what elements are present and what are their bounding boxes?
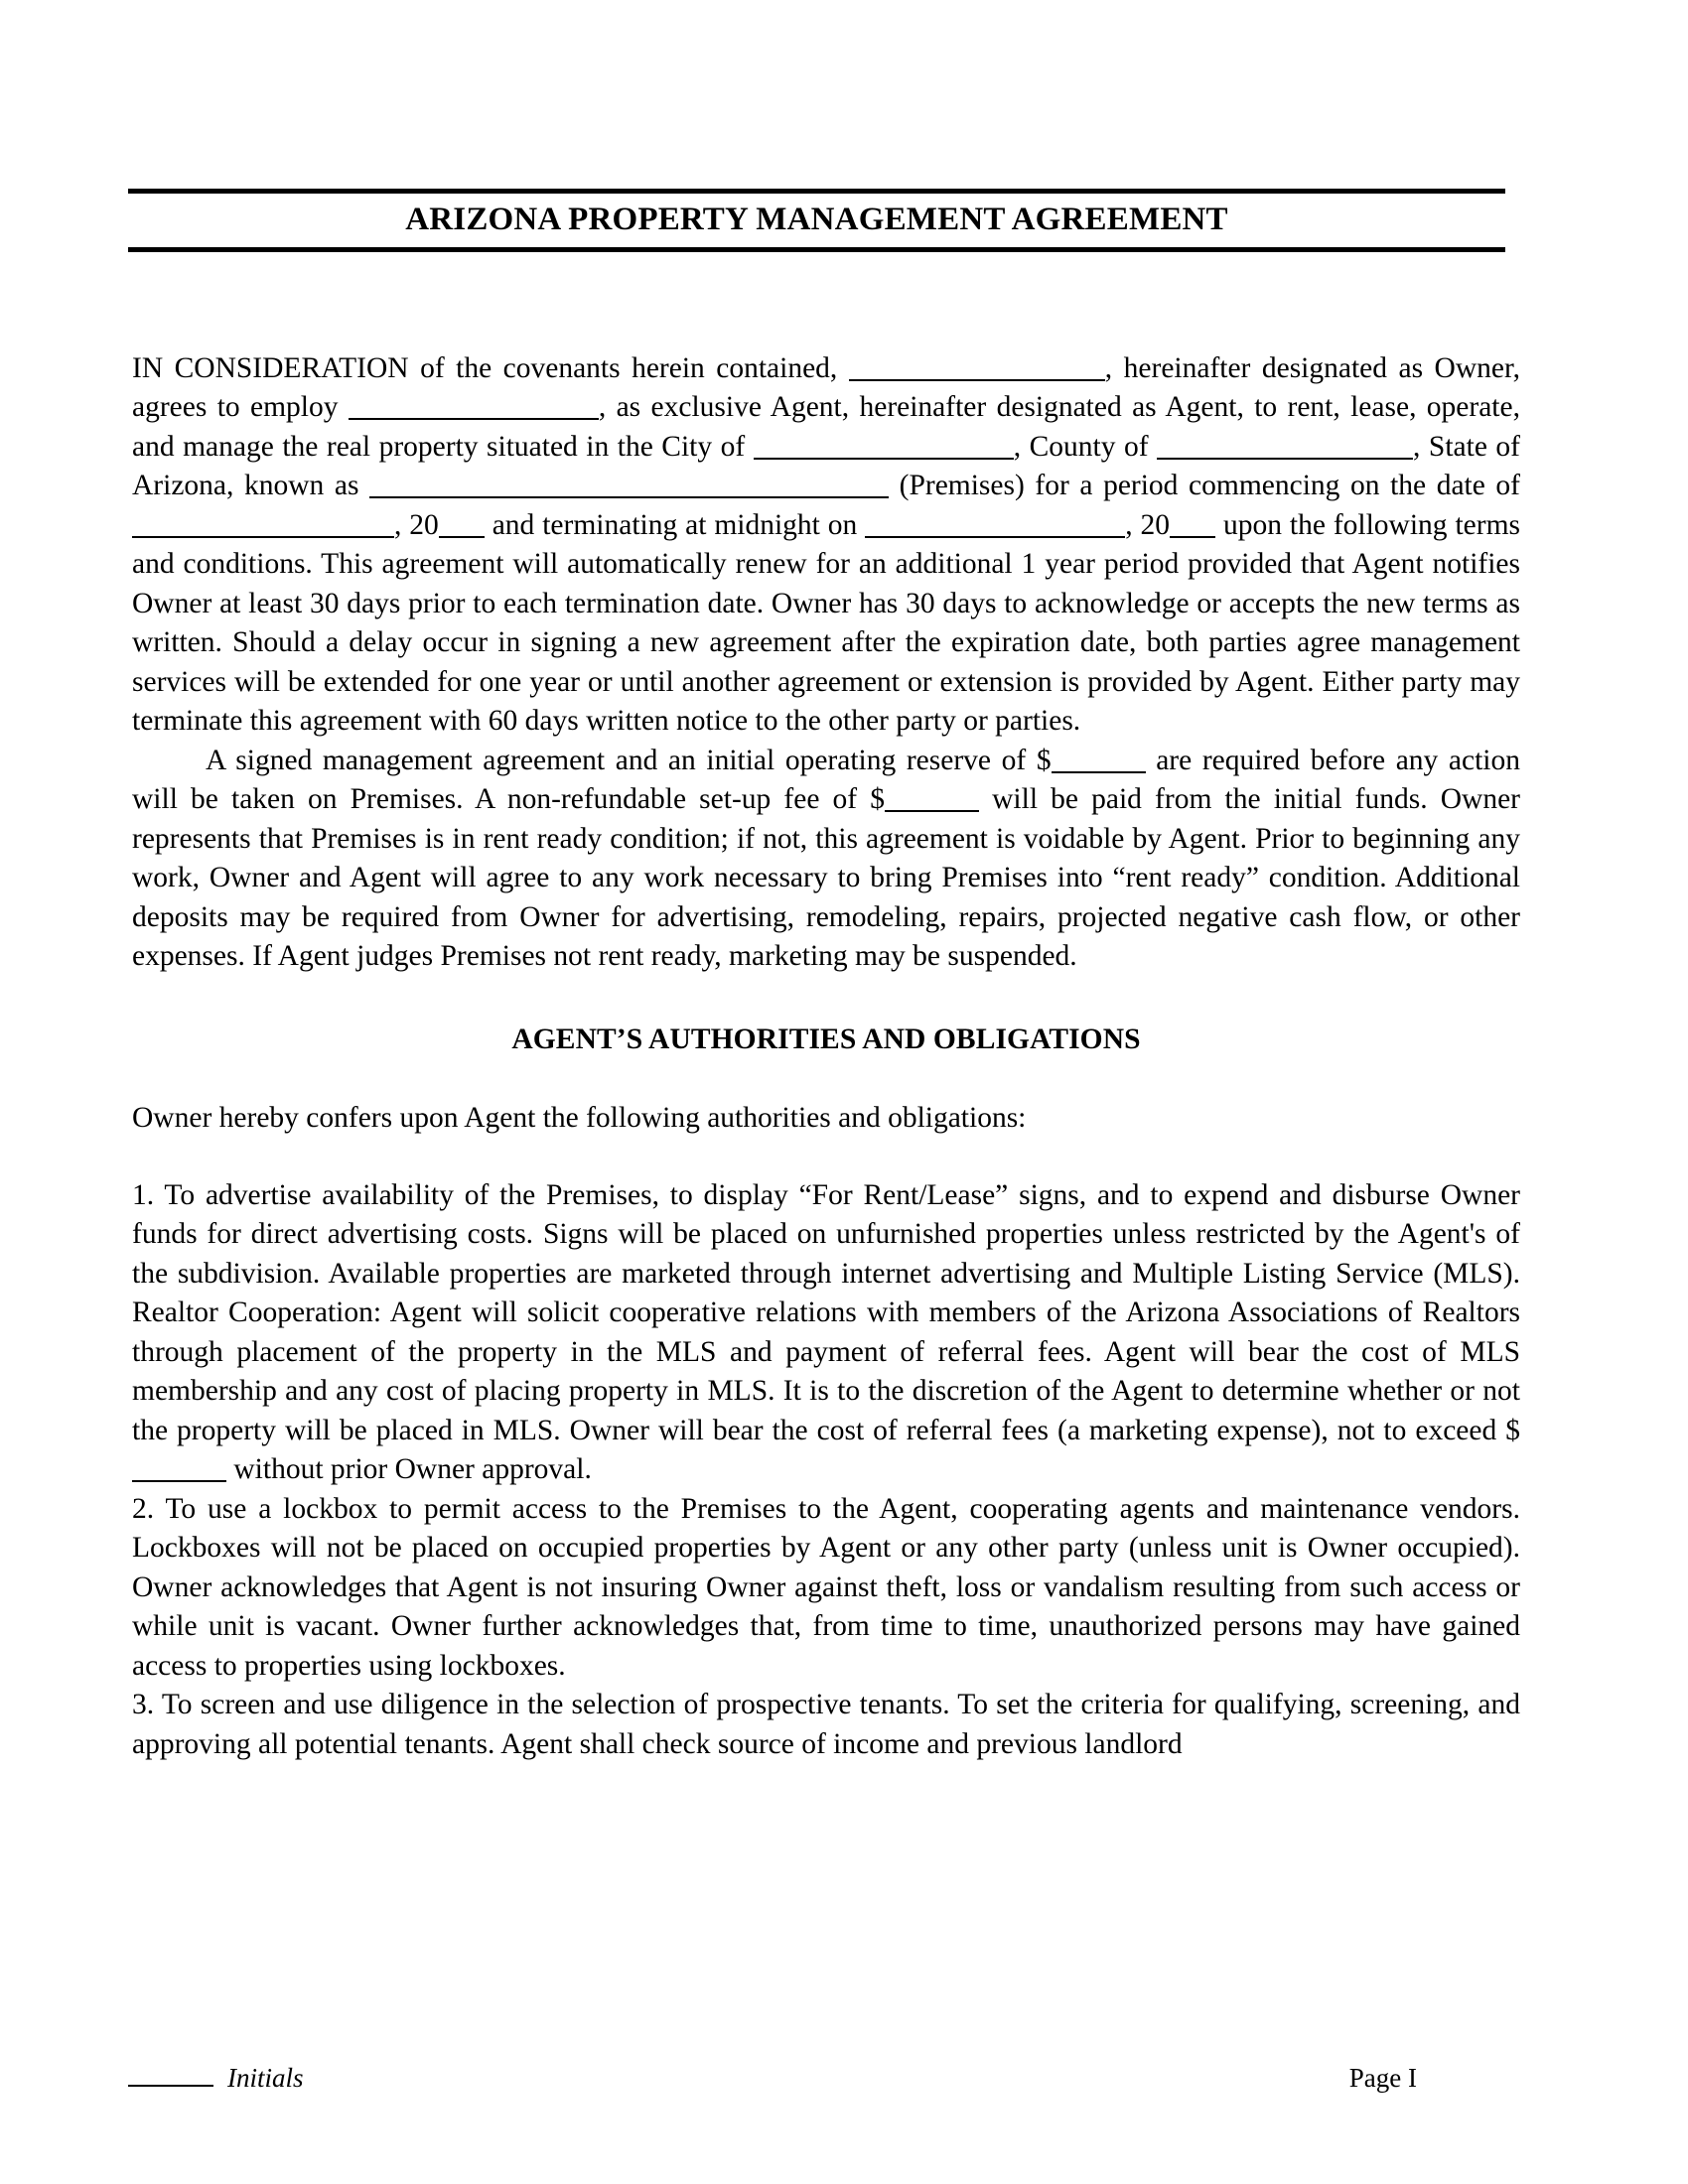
obligation-item-3: 3. To screen and use diligence in the selection of prospective tenants. To set the criteria for qualifying, screening, and approving all potential tenants. Agent shall check source of income and previous landlord xyxy=(132,1689,1520,1760)
commencement-year-blank[interactable] xyxy=(439,510,485,538)
city-blank[interactable] xyxy=(754,432,1014,460)
title-rule-top xyxy=(128,189,1505,194)
obligation-item-2: 2. To use a lockbox to permit access to the Premises to the Agent, cooperating agents and maintenance vendors. Lockboxes will not be placed on occupied properties by Agent or any other party (unless unit is Owner occupied). Owner acknowledges that Agent is not insuring Owner against theft, loss or vandalism resulting from such access or while unit is vacant. Owner further acknowledges that, from time to time, unauthorized persons may have gained access to properties using lockboxes. xyxy=(132,1492,1520,1682)
initials-label: Initials xyxy=(227,2063,304,2093)
intro-paragraph xyxy=(132,349,1520,742)
spacer-after-heading xyxy=(132,1059,1520,1099)
commencement-date-blank[interactable] xyxy=(132,510,394,538)
title-block xyxy=(128,189,1505,252)
intro-text-3: , as exclusive Agent, hereinafter designated as Agent, to rent, lease, operate, and manage the real property situated in the City of xyxy=(132,391,1520,463)
page-title: ARIZONA PROPERTY MANAGEMENT AGREEMENT xyxy=(405,202,1228,237)
reserve-paragraph xyxy=(132,742,1520,977)
section-heading-agent-authorities: AGENT’S AUTHORITIES AND OBLIGATIONS xyxy=(511,1023,1141,1055)
intro-text-7: , 20 xyxy=(394,508,439,541)
referral-fee-cap-blank[interactable] xyxy=(132,1454,226,1482)
section-lead-in: Owner hereby confers upon Agent the following authorities and obligations: xyxy=(132,1102,1027,1135)
operating-reserve-amount-blank[interactable] xyxy=(1052,746,1146,773)
reserve-text-1: A signed management agreement and an initial operating reserve of $ xyxy=(206,744,1052,776)
reserve-text-2: are required before any action will be taken on Premises. A non-refundable set-up fee of $ xyxy=(132,744,1520,816)
intro-text-1: IN CONSIDERATION of the covenants herein contained, xyxy=(132,351,849,384)
intro-text-5: , State of Arizona, known as xyxy=(132,430,1520,502)
premises-address-blank[interactable] xyxy=(369,471,889,498)
intro-text-6: (Premises) for a period commencing on the date of xyxy=(889,470,1521,502)
intro-text-4: , County of xyxy=(1013,430,1158,463)
intro-text-2: , hereinafter designated as Owner, agrees to employ xyxy=(132,351,1521,424)
termination-year-blank[interactable] xyxy=(1170,510,1215,538)
title-rule-bottom xyxy=(128,247,1505,252)
document-body xyxy=(132,349,1520,1765)
item1-text-2: without prior Owner approval. xyxy=(226,1453,592,1486)
page-content xyxy=(132,0,1552,1764)
page-footer xyxy=(128,2063,1524,2094)
footer-initials-group xyxy=(128,2063,304,2094)
page-number-label: Page I xyxy=(1348,2063,1417,2093)
agent-name-blank[interactable] xyxy=(349,392,599,420)
initials-blank[interactable] xyxy=(128,2063,213,2087)
obligation-item-1 xyxy=(132,1176,1520,1490)
reserve-text-3: will be paid from the initial funds. Owner represents that Premises is in rent ready condition; if not, this agreement is voidable by Agent. Prior to beginning any work, Owner and Agent will agree to any work necessary to bring Premises into “rent ready” condition. Additional deposits may be required from Owner for advertising, remodeling, repairs, projected negative cash flow, or other expenses. If Agent judges Premises not rent ready, marketing may be suspended. xyxy=(132,783,1520,973)
spacer-before-list xyxy=(132,1139,1520,1176)
item1-text-1: 1. To advertise availability of the Premises, to display “For Rent/Lease” signs, and to expend and disburse Owner funds for direct advertising costs. Signs will be placed on unfurnished properties unless restricted by the Agent's of the subdivision. Available properties are marketed through internet advertising and Multiple Listing Service (MLS). Realtor Cooperation: Agent will solicit cooperative relations with members of the Arizona Associations of Realtors through placement of the property in the MLS and payment of referral fees. Agent will bear the cost of MLS membership and any cost of placing property in MLS. It is to the discretion of the Agent to determine whether or not the property will be placed in MLS. Owner will bear the cost of referral fees (a marketing expense), not to exceed $ xyxy=(132,1178,1520,1446)
county-blank[interactable] xyxy=(1157,432,1413,460)
owner-name-blank[interactable] xyxy=(849,353,1105,381)
intro-text-9: , 20 xyxy=(1125,508,1171,541)
spacer-before-heading xyxy=(132,977,1520,1021)
intro-text-10: upon the following terms and conditions. This agreement will automatically renew for an additional 1 year period provided that Agent notifies Owner at least 30 days prior to each termination date. Owner has 30 days to acknowledge or accepts the new terms as written. Should a delay occur in signing a new agreement after the expiration date, both parties agree management services will be extended for one year or until another agreement or extension is provided by Agent. Either party may terminate this agreement with 60 days written notice to the other party or parties. xyxy=(132,508,1521,738)
termination-date-blank[interactable] xyxy=(865,510,1125,538)
setup-fee-amount-blank[interactable] xyxy=(885,784,979,812)
intro-text-8: and terminating at midnight on xyxy=(484,508,866,541)
